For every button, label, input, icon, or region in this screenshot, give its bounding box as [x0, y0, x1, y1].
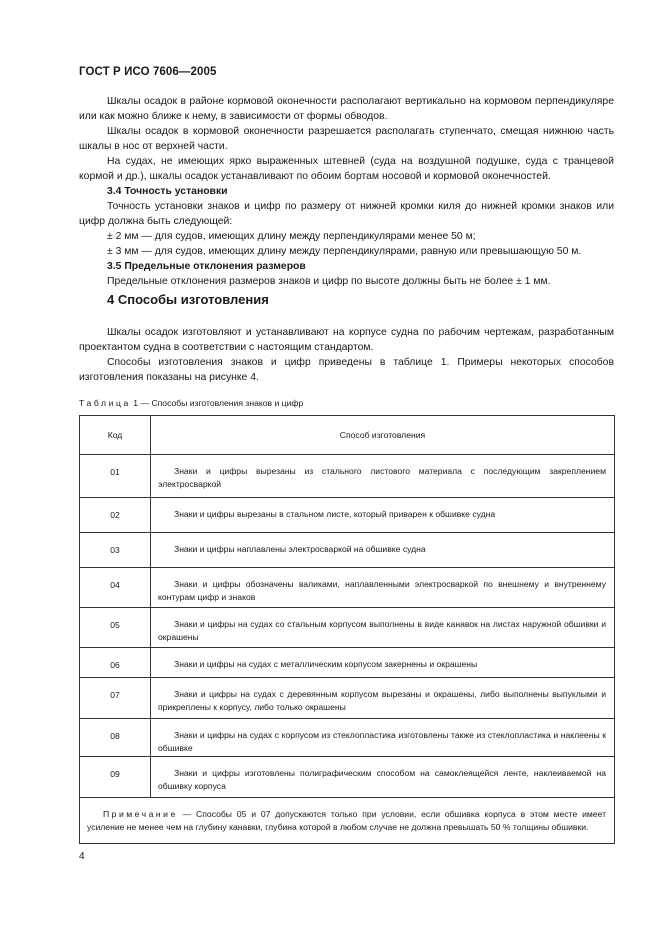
method-code: 09 [80, 757, 151, 798]
method-code: 02 [80, 498, 151, 533]
paragraph: Точность установки знаков и цифр по размеру от нижней кромки киля до нижней кромки знаков или цифр должна быть следующей: [79, 201, 614, 227]
table-caption-title: 1 — Способы изготовления знаков и цифр [130, 398, 304, 408]
method-code: 08 [80, 719, 151, 757]
method-description-text: Знаки и цифры обозначены валиками, наплавленными электросваркой по внешнему и внутреннему контурам цифр и знаков [158, 579, 606, 602]
method-description [151, 568, 615, 608]
paragraph: ± 3 мм — для судов, имеющих длину между перпендикулярами, равную или превышающую 50 м. [107, 246, 582, 257]
table-row [80, 568, 615, 608]
method-description-text: Знаки и цифры наплавлены электросваркой на обшивке судна [174, 544, 426, 554]
table-header-row [80, 416, 615, 455]
method-code: 05 [80, 608, 151, 648]
paragraph: ± 2 мм — для судов, имеющих длину между перпендикулярами менее 50 м; [107, 231, 476, 242]
header-method: Способ изготовления [151, 416, 615, 455]
paragraph: Шкалы осадок в районе кормовой оконечности располагают вертикально на кормовом перпендикуляре или как можно ближе к нему, в зависимости от формы обводов. [79, 96, 614, 122]
methods-table [79, 415, 615, 844]
method-description-text: Знаки и цифры на судах с металлическим корпусом закернены и окрашены [174, 659, 478, 669]
paragraph: Шкалы осадок в кормовой оконечности разрешается располагать ступенчато, смещая нижнюю часть шкалы в нос от верхней части. [79, 126, 614, 152]
table-row [80, 498, 615, 533]
page-number: 4 [79, 851, 85, 862]
table-row [80, 719, 615, 757]
table-row [80, 533, 615, 568]
table-row [80, 678, 615, 719]
table-row [80, 648, 615, 678]
subsection-heading: 3.4 Точность установки [107, 186, 228, 197]
method-code: 07 [80, 678, 151, 719]
intro-text [79, 94, 614, 289]
method-code: 06 [80, 648, 151, 678]
header-code: Код [80, 416, 151, 455]
paragraph: На судах, не имеющих ярко выраженных штевней (суда на воздушной подушке, суда с транцевой кормой и др.), шкалы осадок устанавливают по обоим бортам носовой и кормовой оконечностей. [79, 156, 614, 182]
method-description [151, 608, 615, 648]
method-description-text: Знаки и цифры на судах с корпусом из стеклопластика изготовлены также из стеклопластика и наклеены к обшивке [158, 730, 606, 753]
method-description [151, 648, 615, 678]
table-row [80, 608, 615, 648]
table-caption [79, 398, 303, 408]
paragraph: Предельные отклонения размеров знаков и цифр по высоте должны быть не более ± 1 мм. [107, 276, 551, 287]
method-description [151, 533, 615, 568]
method-description-text: Знаки и цифры изготовлены полиграфическим способом на самоклеящейся ленте, наклеиваемой на обшивку корпуса [158, 768, 606, 791]
table-note-row [80, 798, 615, 844]
subsection-heading: 3.5 Предельные отклонения размеров [107, 261, 306, 272]
method-description-text: Знаки и цифры вырезаны в стальном листе, который приварен к обшивке судна [174, 509, 496, 519]
method-code: 03 [80, 533, 151, 568]
section-text [79, 325, 614, 385]
method-description [151, 498, 615, 533]
table-note [80, 798, 615, 844]
method-code: 01 [80, 455, 151, 498]
method-description-text: Знаки и цифры на судах со стальным корпусом выполнены в виде канавок на листах наружной обшивки и окрашены [158, 619, 606, 642]
method-description [151, 678, 615, 719]
paragraph: Способы изготовления знаков и цифр приведены в таблице 1. Примеры некоторых способов изготовления показаны на рисунке 4. [79, 357, 614, 383]
table-caption-label: Таблица [79, 398, 131, 408]
method-description [151, 455, 615, 498]
paragraph: Шкалы осадок изготовляют и устанавливают на корпусе судна по рабочим чертежам, разработанным проектантом судна в соответствии с настоящим стандартом. [79, 327, 614, 353]
table-row [80, 757, 615, 798]
method-description-text: Знаки и цифры вырезаны из стального листового материала с последующим закреплением электросваркой [158, 466, 606, 489]
method-description [151, 719, 615, 757]
note-label: Примечание [103, 809, 178, 819]
section-title: 4 Способы изготовления [107, 292, 269, 307]
method-description [151, 757, 615, 798]
page-header: ГОСТ Р ИСО 7606—2005 [79, 66, 217, 78]
table-row [80, 455, 615, 498]
method-description-text: Знаки и цифры на судах с деревянным корпусом вырезаны и окрашены, либо выполнены выпуклыми и прикреплены к корпусу, либо только окрашены [158, 689, 606, 712]
method-code: 04 [80, 568, 151, 608]
note-text: — Способы 05 и 07 допускаются только при условии, если обшивка корпуса в этом месте имеет усиление не менее чем на глубину канавки, глубина которой в любом случае не должна превышать 50 % толщины обшивки. [87, 809, 606, 832]
